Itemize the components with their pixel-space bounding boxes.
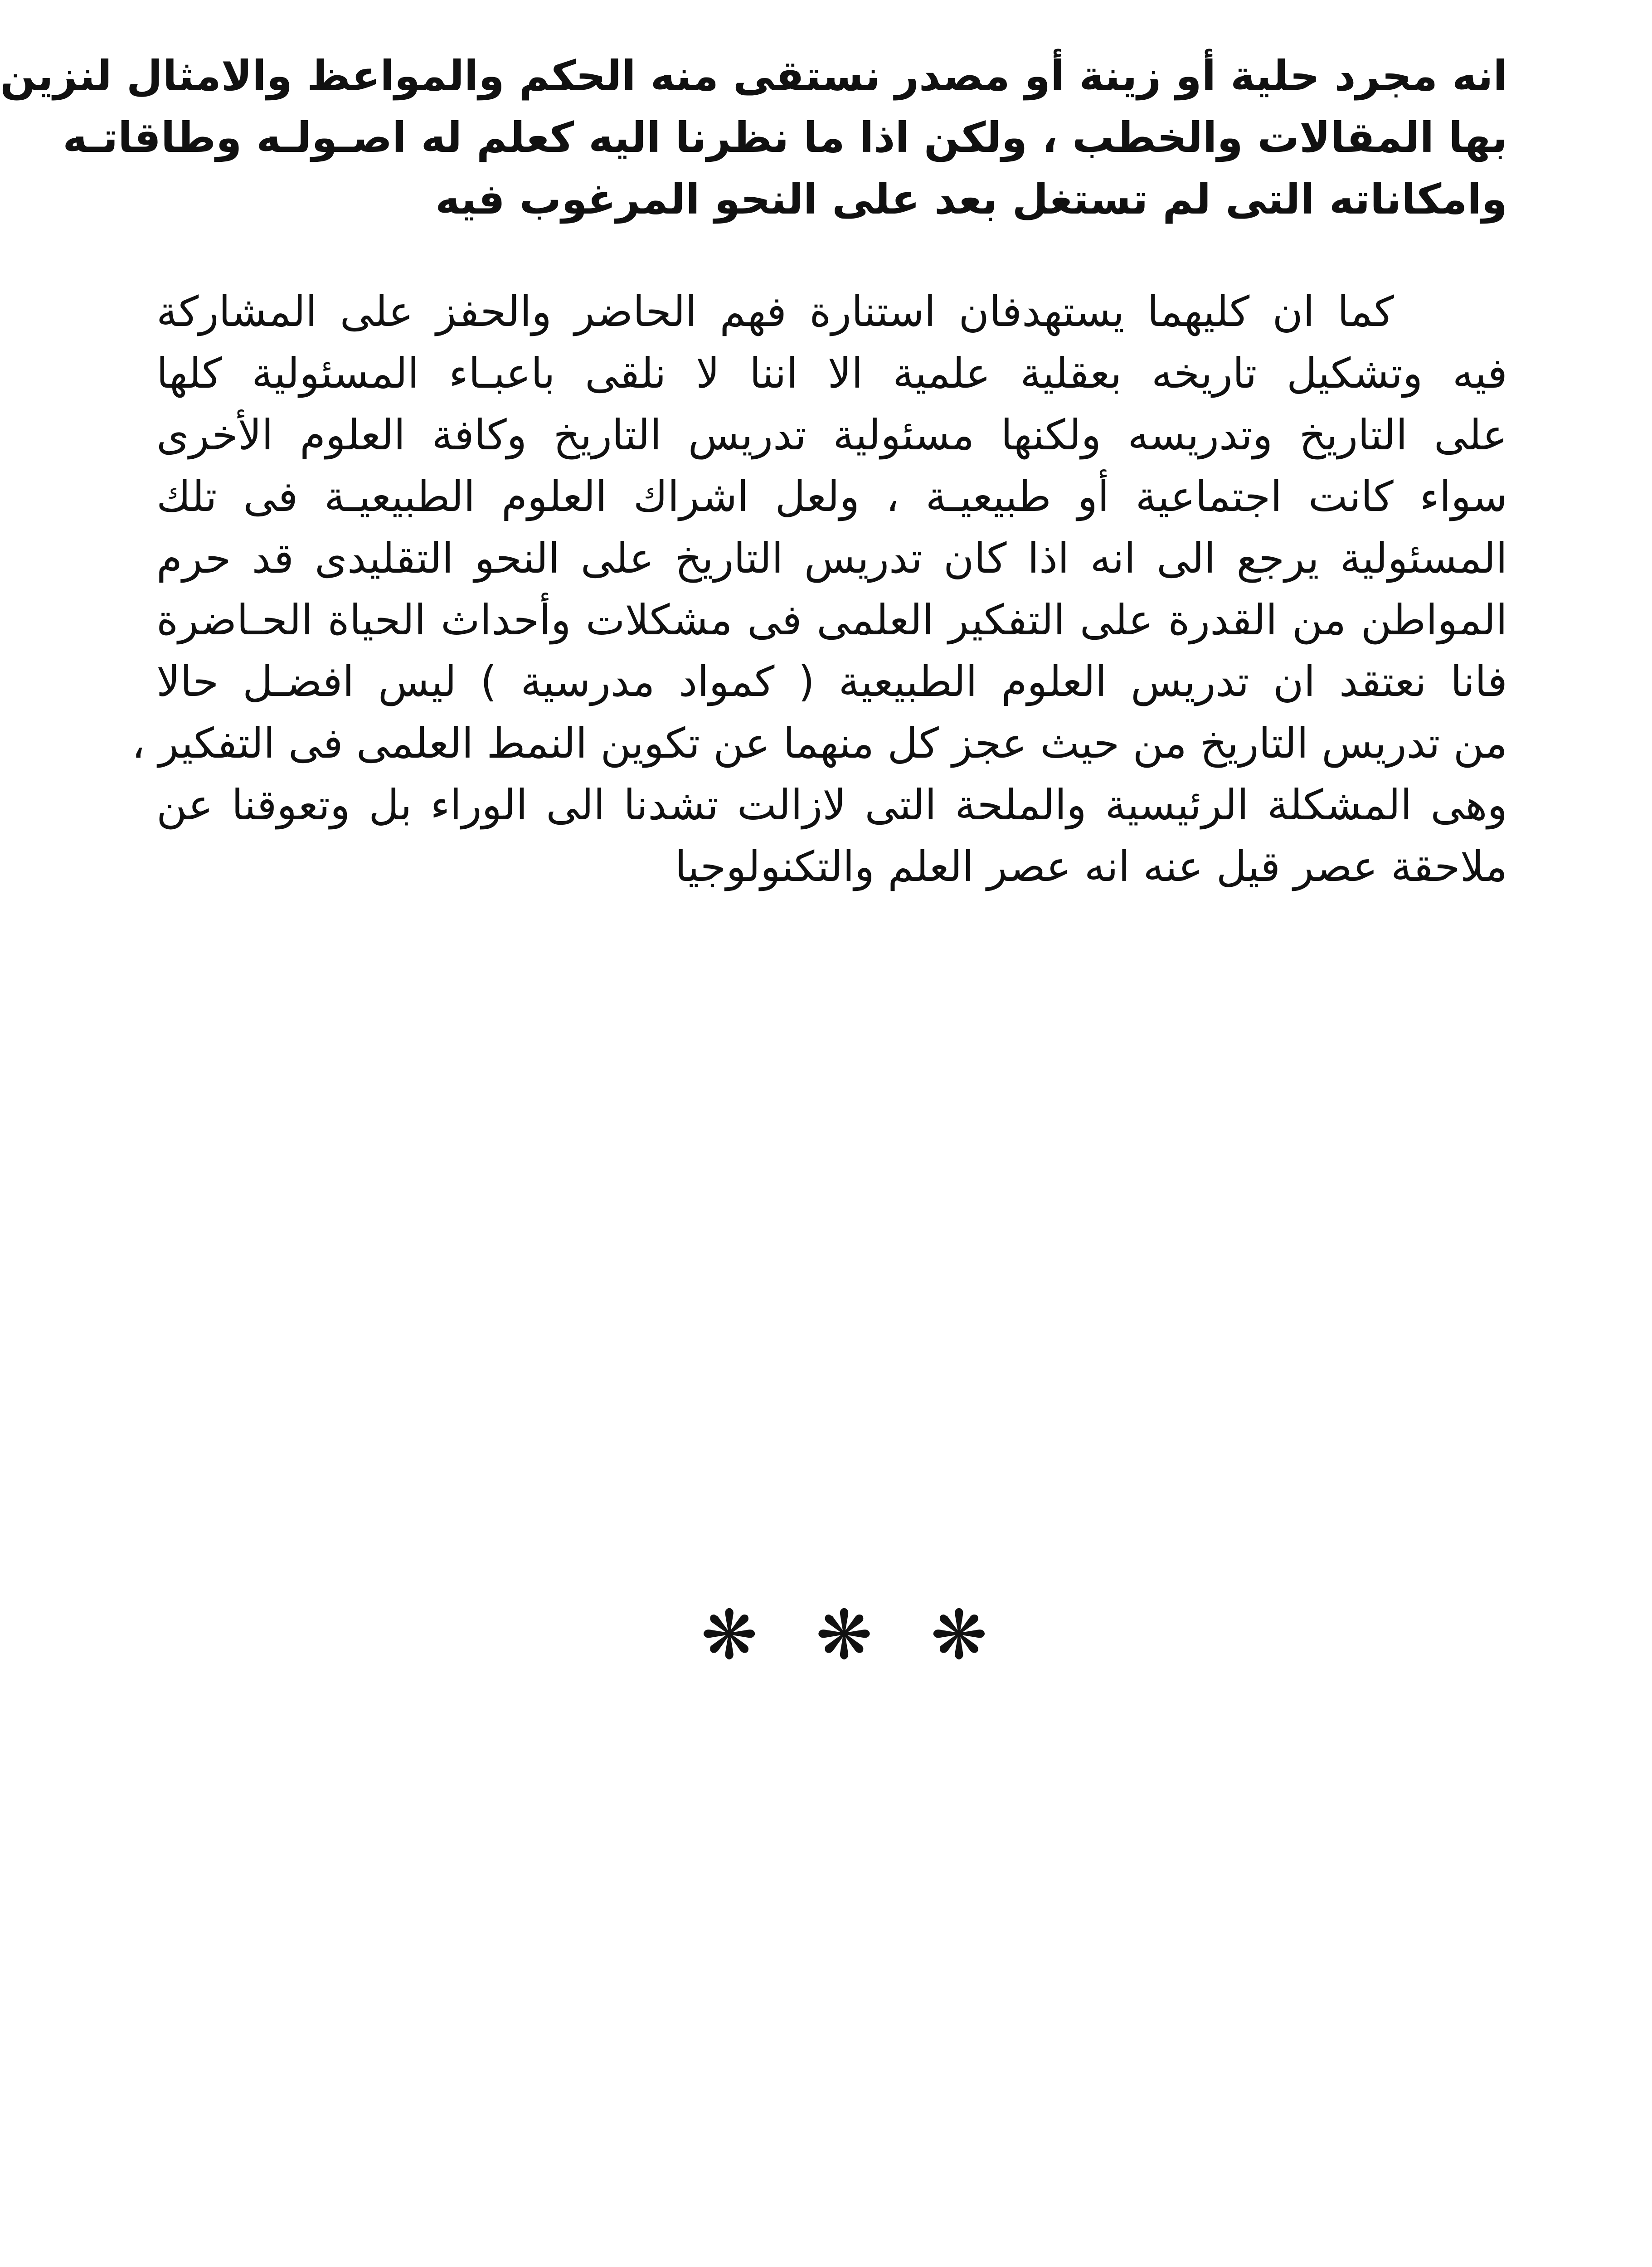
paragraph-line: على التاريخ وتدريسه ولكنها مسئولية تدريس التاريخ وكافة العلوم الأخرى — [156, 411, 1507, 459]
paragraph-1 — [0, 45, 1507, 230]
paragraph-line: ملاحقة عصر قيل عنه انه عصر العلم والتكنولوجيا — [675, 842, 1507, 891]
paragraph-line: المواطن من القدرة على التفكير العلمى فى مشكلات وأحداث الحياة الحـاضرة — [156, 596, 1507, 644]
paragraph-line: بها المقالات والخطب ، ولكن اذا ما نظرنا اليه كعلم له اصـولـه وطاقاتـه — [63, 113, 1507, 162]
paragraph-line: فانا نعتقد ان تدريس العلوم الطبيعية ( كمواد مدرسية ) ليس افضـل حالا — [156, 657, 1507, 706]
paragraph-line: سواء كانت اجتماعية أو طبيعيـة ، ولعل اشراك العلوم الطبيعيـة فى تلك — [156, 472, 1507, 521]
section-separator: ❋ ❋ ❋ — [700, 1596, 1006, 1675]
paragraph-line: كما ان كليهما يستهدفان استنارة فهم الحاضر والحفز على المشاركة — [156, 287, 1394, 336]
paragraph-line: وامكاناته التى لم تستغل بعد على النحو المرغوب فيه — [435, 175, 1507, 224]
paragraph-line: وهى المشكلة الرئيسية والملحة التى لازالت تشدنا الى الوراء بل وتعوقنا عن — [156, 781, 1507, 829]
paragraph-line: من تدريس التاريخ من حيث عجز كل منهما عن تكوين النمط العلمى فى التفكير ، — [131, 719, 1507, 768]
paragraph-line: المسئولية يرجع الى انه اذا كان تدريس التاريخ على النحو التقليدى قد حرم — [156, 534, 1507, 583]
paragraph-line: فيه وتشكيل تاريخه بعقلية علمية الا اننا لا نلقى باعبـاء المسئولية كلها — [156, 349, 1507, 398]
paragraph-2 — [131, 281, 1507, 898]
paragraph-line: انه مجرد حلية أو زينة أو مصدر نستقى منه الحكم والمواعظ والامثال لنزين — [0, 52, 1507, 100]
